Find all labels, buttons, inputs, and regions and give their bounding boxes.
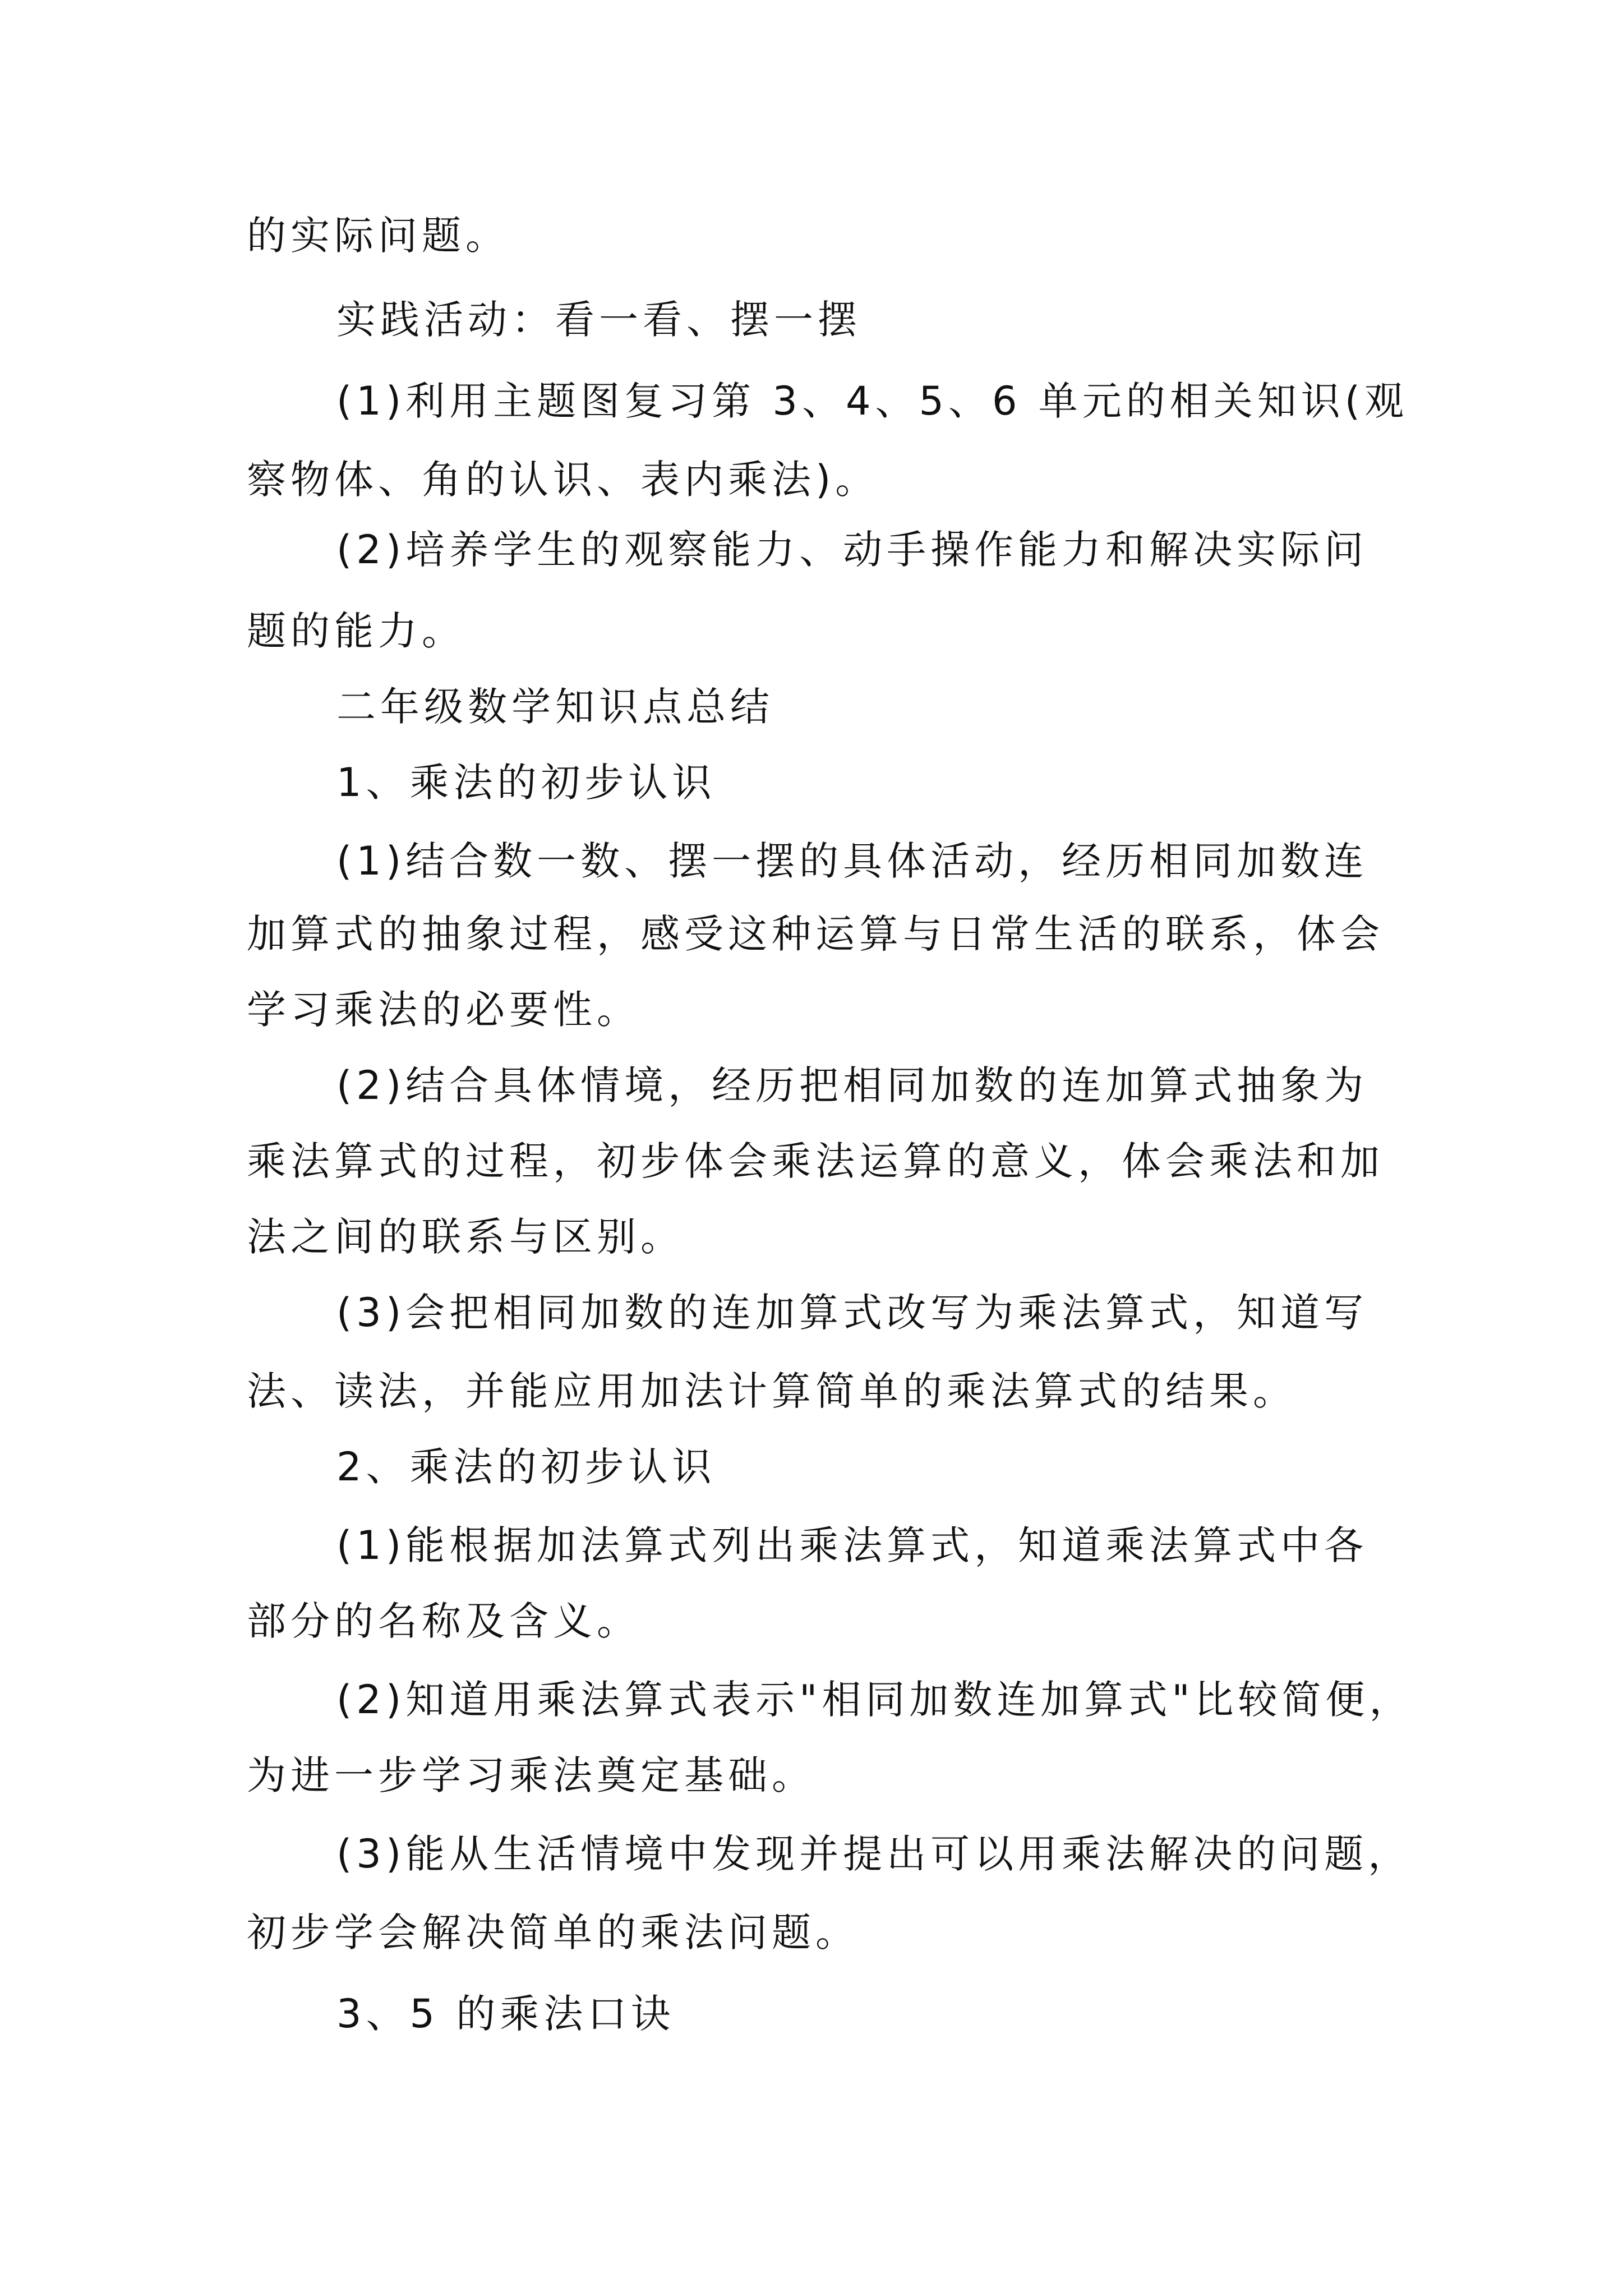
- text-line: (3)能从生活情境中发现并提出可以用乘法解决的问题，: [336, 1831, 1412, 1877]
- section-heading: 3、5 的乘法口诀: [336, 1991, 675, 2037]
- section-heading: 2、乘法的初步认识: [336, 1444, 716, 1490]
- text-line: (1)结合数一数、摆一摆的具体活动，经历相同加数连: [336, 838, 1368, 884]
- text-line: 法、读法，并能应用加法计算简单的乘法算式的结果。: [247, 1368, 1297, 1414]
- text-line: 法之间的联系与区别。: [247, 1214, 684, 1260]
- text-line: 为进一步学习乘法奠定基础。: [247, 1752, 815, 1798]
- section-heading: 二年级数学知识点总结: [336, 684, 774, 730]
- text-line: (2)培养学生的观察能力、动手操作能力和解决实际问: [336, 527, 1368, 573]
- text-line: 察物体、角的认识、表内乘法)。: [247, 457, 879, 503]
- text-line: (3)会把相同加数的连加算式改写为乘法算式，知道写: [336, 1290, 1368, 1336]
- section-heading: 实践活动：看一看、摆一摆: [336, 297, 861, 343]
- section-heading: 1、乘法的初步认识: [336, 760, 716, 806]
- text-line: 乘法算式的过程，初步体会乘法运算的意义，体会乘法和加: [247, 1138, 1384, 1184]
- text-line: (1)利用主题图复习第 3、4、5、6 单元的相关知识(观: [336, 378, 1409, 424]
- text-line: (2)结合具体情境，经历把相同加数的连加算式抽象为: [336, 1062, 1368, 1108]
- text-line: 题的能力。: [247, 608, 465, 654]
- text-line: 部分的名称及含义。: [247, 1598, 640, 1644]
- text-line: 加算式的抽象过程，感受这种运算与日常生活的联系，体会: [247, 911, 1384, 957]
- text-line: (2)知道用乘法算式表示"相同加数连加算式"比较简便，: [336, 1677, 1413, 1723]
- text-line: 的实际问题。: [247, 213, 509, 259]
- text-line: 初步学会解决简单的乘法问题。: [247, 1910, 859, 1955]
- text-line: (1)能根据加法算式列出乘法算式，知道乘法算式中各: [336, 1522, 1368, 1568]
- text-line: 学习乘法的必要性。: [247, 987, 640, 1033]
